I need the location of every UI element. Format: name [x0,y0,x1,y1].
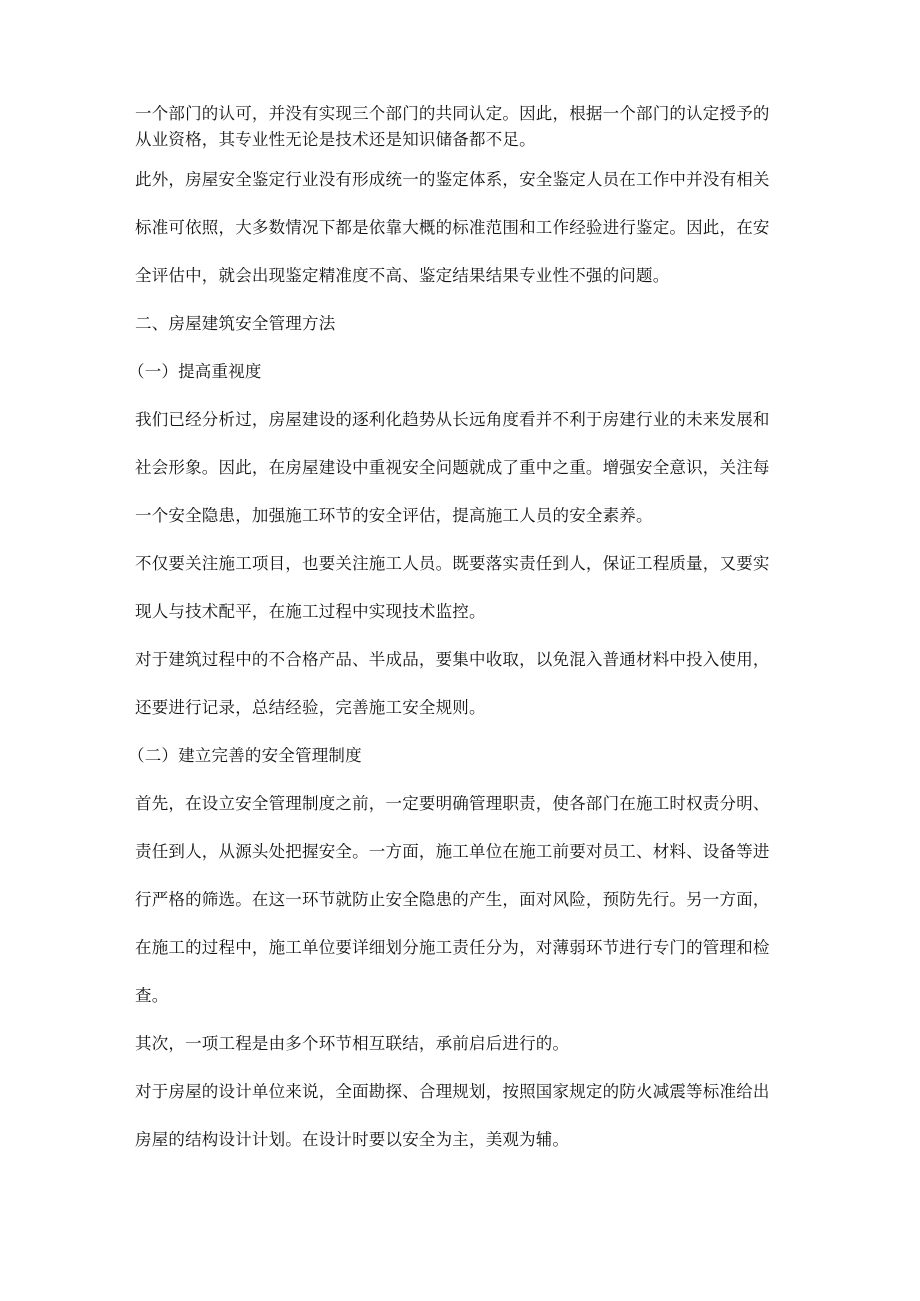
paragraph-line: 对于房屋的设计单位来说，全面勘探、合理规划，按照国家规定的防火减震等标准给出 [135,1082,770,1101]
paragraph-line: 一个安全隐患，加强施工环节的安全评估，提高施工人员的安全素养。 [135,506,653,525]
paragraph-line: 一个部门的认可，并没有实现三个部门的共同认定。因此，根据一个部门的认定授予的 [135,104,770,123]
paragraph-line: 行严格的筛选。在这一环节就防止安全隐患的产生，面对风险，预防先行。另一方面， [135,890,770,909]
paragraph-line: 不仅要关注施工项目，也要关注施工人员。既要落实责任到人，保证工程质量，又要实 [135,554,770,573]
paragraph-line: 首先，在设立安全管理制度之前，一定要明确管理职责，使各部门在施工时权责分明、 [135,794,770,813]
paragraph-line: 全评估中，就会出现鉴定精准度不高、鉴定结果结果专业性不强的问题。 [135,266,670,285]
paragraph-line: 社会形象。因此，在房屋建设中重视安全问题就成了重中之重。增强安全意识，关注每 [135,458,770,477]
paragraph-line: 从业资格，其专业性无论是技术还是知识储备都不足。 [135,130,536,149]
subsection-heading: （二）建立完善的安全管理制度 [128,746,362,765]
section-heading: 二、房屋建筑安全管理方法 [135,314,336,333]
paragraph-line: 查。 [135,986,169,1005]
paragraph-line: 房屋的结构设计计划。在设计时要以安全为主，美观为辅。 [135,1130,570,1149]
paragraph-line: 还要进行记录，总结经验，完善施工安全规则。 [135,698,486,717]
paragraph-line: 在施工的过程中，施工单位要详细划分施工责任分为，对薄弱环节进行专门的管理和检 [135,938,770,957]
paragraph-line: 标准可依照，大多数情况下都是依靠大概的标准范围和工作经验进行鉴定。因此，在安 [135,218,770,237]
paragraph-line: 对于建筑过程中的不合格产品、半成品，要集中收取，以免混入普通材料中投入使用， [135,650,770,669]
paragraph-line: 此外，房屋安全鉴定行业没有形成统一的鉴定体系，安全鉴定人员在工作中并没有相关 [135,170,770,189]
subsection-heading: （一）提高重视度 [128,362,262,381]
paragraph-line: 其次，一项工程是由多个环节相互联结，承前启后进行的。 [135,1034,570,1053]
paragraph-line: 现人与技术配平，在施工过程中实现技术监控。 [135,602,486,621]
paragraph-line: 责任到人，从源头处把握安全。一方面，施工单位在施工前要对员工、材料、设备等进 [135,842,770,861]
paragraph-line: 我们已经分析过，房屋建设的逐利化趋势从长远角度看并不利于房建行业的未来发展和 [135,410,770,429]
